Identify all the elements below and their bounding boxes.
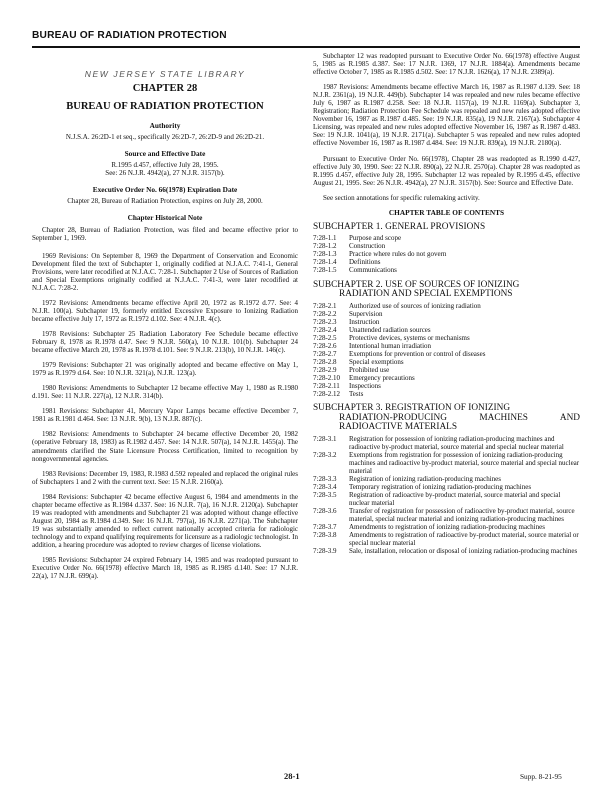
- toc-section-title: Exemptions for prevention or control of diseases: [349, 349, 486, 358]
- toc-entry: [313, 258, 580, 266]
- toc-section-title: Amendments to registration of radioactive by-product material, source material or special nuclear material: [349, 531, 579, 548]
- toc-entry: [313, 350, 580, 358]
- library-stamp: NEW JERSEY STATE LIBRARY: [84, 69, 246, 79]
- toc-section-number: 7:28-2.2: [313, 309, 337, 318]
- toc-section-title: Communications: [349, 266, 397, 275]
- subchapter-heading-line: SUBCHAPTER 1. GENERAL PROVISIONS: [313, 221, 486, 232]
- authority-text: N.J.S.A. 26:2D-1 et seq., specifically 26:2D-7, 26:2D-9 and 26:2D-21.: [65, 133, 265, 142]
- revision-paragraph: 1984 Revisions: Subchapter 42 became effective August 6, 1984 and amendments in the chapter became effective as R.1984 d.337. See: 16 N.J.R. 7(a), 16 N.J.R. 2120(a). Subchapter 19 was readopted with amendments and Subchapter 21 was adopted without change effective August 20, 1984 as R.1984 d.349. See: 16 N.J.R. 797(a), 16 N.J.R. 2271(a). The Subchapter 19 was substantially amended to reflect current nationally accepted criteria for radiologic technology and to expand qualifying requirements for licensure as a radiologic technologist. In addition, a hearing procedure was adopted to review charges of license violations.: [32, 492, 298, 549]
- source-line-2: See: 26 N.J.R. 4942(a), 27 N.J.R. 3157(b).: [105, 169, 225, 178]
- toc-entry: [313, 342, 580, 350]
- toc-section-number: 7:28-1.3: [313, 250, 337, 259]
- revision-paragraph: 1987 Revisions: Amendments became effective March 16, 1987 as R.1987 d.139. See: 18 N.J.R. 2361(a), 19 N.J.R. 449(b). Subchapter 14 was repealed and new rules became effective July 6, 1987 as R.1987 d.258. See: 18 N.J.R. 1157(a), 19 N.J.R. 1169(a). Subchapter 3, Registration; Radiation Protection Fee Schedule was repealed and new rules adopted effective November 16, 1987 as R.1987 d.485. See: 19 N.J.R. 835(a), 19 N.J.R. 2167(a). Subchapter 4 Licensing, was repealed and new rules adopted effective November 16, 1987 as R.1987 d.483. See: 19 N.J.R. 1041(a), 19 N.J.R. 2171(a). Subchapter 5 was repealed and new rules adopted effective November 16, 1987 as R.1987 d.484. See: 19 N.J.R. 839(a), 19 N.J.R. 2180(a).: [313, 83, 580, 148]
- toc-section-title: Tests: [349, 390, 364, 399]
- executive-order-text: Chapter 28, Bureau of Radiation Protection, expires on July 28, 2000.: [67, 197, 263, 206]
- toc-section-title: Temporary registration of ionizing radiation-producing machines: [349, 482, 532, 491]
- toc-section-title: Definitions: [349, 258, 381, 267]
- toc-section-number: 7:28-3.8: [313, 531, 337, 540]
- source-line-1: R.1995 d.457, effective July 28, 1995.: [111, 161, 219, 170]
- chapter-title: BUREAU OF RADIATION PROTECTION: [66, 101, 264, 113]
- toc-entry: [313, 547, 580, 555]
- executive-order-heading: Executive Order No. 66(1978) Expiration Date: [92, 185, 238, 195]
- toc-section-title: Purpose and scope: [349, 234, 402, 243]
- chapter-number: CHAPTER 28: [132, 83, 198, 95]
- historical-note-heading: Chapter Historical Note: [127, 213, 203, 223]
- toc-section-number: 7:28-2.6: [313, 341, 337, 350]
- subchapter-heading-line: SUBCHAPTER 3. REGISTRATION OF IONIZING: [313, 403, 511, 414]
- table-of-contents: [313, 223, 580, 556]
- toc-section-title: Registration for possession of ionizing radiation-producing machines and radioactive by-product material, source material and special nuclear material: [349, 434, 564, 451]
- revision-paragraph: 1979 Revisions: Subchapter 21 was originally adopted and became effective on May 1, 1979 as R.1979 d.64. See: 10 N.J.R. 321(a), N.J.R. 123(a).: [32, 361, 298, 378]
- toc-section-number: 7:28-3.9: [313, 547, 337, 556]
- toc-section-number: 7:28-1.1: [313, 234, 337, 243]
- toc-section-number: 7:28-2.10: [313, 373, 341, 382]
- toc-entry: [313, 435, 580, 451]
- subchapter-heading: [313, 223, 580, 233]
- toc-entry: [313, 390, 580, 398]
- toc-entry: [313, 242, 580, 250]
- revision-paragraph: 1985 Revisions: Subchapter 24 expired February 14, 1985 and was readopted pursuant to Executive Order No. 66(1978) effective March 18, 1985 as R.1985 d.140. See: 17 N.J.R. 22(a), 17 N.J.R. 699(a).: [32, 556, 298, 581]
- subchapter-heading-continuation: RADIATION-PRODUCING MACHINES AND RADIOACTIVE MATERIALS: [339, 412, 580, 433]
- toc-section-title: Supervision: [349, 309, 383, 318]
- toc-section-number: 7:28-3.7: [313, 523, 337, 532]
- toc-section-title: Protective devices, systems or mechanisms: [349, 333, 470, 342]
- toc-entry: [313, 483, 580, 491]
- toc-entry: [313, 326, 580, 334]
- toc-section-title: Exemptions from registration for possession of ionizing radiation-producing machines and radioactive by-product material, source material and special nuclear material: [349, 450, 580, 475]
- toc-section-number: 7:28-2.12: [313, 390, 341, 399]
- subchapter-heading-line: SUBCHAPTER 2. USE OF SOURCES OF IONIZING: [313, 279, 520, 290]
- revision-paragraph: 1982 Revisions: Amendments to Subchapter 24 became effective December 20, 1982 (operative February 18, 1983) as R.1982 d.457. See: 14 N.J.R. 507(a), 14 N.J.R. 1455(a). The amendments clarified the State Licensure Process Certification, limited to recognition by nongovernmental agencies.: [32, 430, 298, 463]
- toc-section-number: 7:28-1.4: [313, 258, 337, 267]
- toc-entry: [313, 310, 580, 318]
- toc-entry: [313, 234, 580, 242]
- toc-section-number: 7:28-3.4: [313, 482, 337, 491]
- left-column: [32, 52, 298, 587]
- toc-entry: [313, 334, 580, 342]
- header-rule: [32, 46, 580, 48]
- toc-section-title: Instruction: [349, 317, 380, 326]
- header-title: BUREAU OF RADIATION PROTECTION: [32, 30, 227, 41]
- subchapter-heading-continuation: RADIATION AND SPECIAL EXEMPTIONS: [339, 289, 513, 300]
- toc-section-number: 7:28-2.7: [313, 349, 337, 358]
- toc-section-number: 7:28-3.3: [313, 474, 337, 483]
- toc-section-number: 7:28-3.1: [313, 434, 337, 443]
- toc-entry: [313, 475, 580, 483]
- toc-section-title: Transfer of registration for possession of radioactive by-product material, source material, special nuclear material and ionizing radiation-producing machines: [349, 507, 575, 524]
- toc-entry: [313, 358, 580, 366]
- toc-section-title: Intentional human irradiation: [349, 341, 432, 350]
- toc-section-title: Unattended radiation sources: [349, 325, 431, 334]
- revision-paragraph: Subchapter 12 was readopted pursuant to Executive Order No. 66(1978) effective August 5, 1985 as R.1985 d.387. See: 17 N.J.R. 1369, 17 N.J.R. 1884(a). Amendments became effective October 7, 1985 as R.1985 d.502. See: 17 N.J.R. 1626(a), 17 N.J.R. 2389(a).: [313, 52, 580, 77]
- revision-paragraph: 1978 Revisions: Subchapter 25 Radiation Laboratory Fee Schedule became effective February 8, 1978 as R.1978 d.47. See: 9 N.J.R. 560(a), 10 N.J.R. 101(b). Subchapter 24 became effective March 20, 1978 as R.1978 d.101. See: 9 N.J.R. 213(b), 10 N.J.R. 146(c).: [32, 329, 298, 355]
- revision-paragraph: 1981 Revisions: Subchapter 41, Mercury Vapor Lamps became effective December 7, 1981 as R.1981 d.464. See: 13 N.J.R. 9(b), 13 N.J.R. 887(c).: [32, 407, 298, 424]
- toc-section-number: 7:28-1.2: [313, 242, 337, 251]
- toc-section-title: Practice where rules do not govern: [349, 250, 447, 259]
- toc-entry: [313, 491, 580, 507]
- subchapter-heading: [313, 281, 580, 300]
- toc-section-title: Authorized use of sources of ionizing radiation: [349, 301, 481, 310]
- subchapter-heading: [313, 404, 580, 433]
- toc-entry: [313, 366, 580, 374]
- toc-section-number: 7:28-3.5: [313, 490, 337, 499]
- toc-entry: [313, 507, 580, 523]
- toc-section-number: 7:28-1.5: [313, 266, 337, 275]
- toc-section-number: 7:28-2.9: [313, 365, 337, 374]
- toc-section-title: Special exemptions: [349, 357, 404, 366]
- toc-section-title: Registration of radioactive by-product material, source material and special nuclear material: [349, 490, 561, 507]
- toc-section-number: 7:28-2.8: [313, 357, 337, 366]
- toc-section-number: 7:28-2.11: [313, 382, 340, 390]
- toc-section-number: 7:28-3.6: [313, 507, 337, 516]
- toc-section-title: Registration of ionizing radiation-producing machines: [349, 474, 502, 483]
- toc-entry: [313, 523, 580, 531]
- right-column: [313, 52, 580, 555]
- revision-paragraph: See section annotations for specific rulemaking activity.: [323, 193, 480, 202]
- revision-paragraph: Pursuant to Executive Order No. 66(1978), Chapter 28 was readopted as R.1990 d.427, effective July 30, 1990. See: 22 N.J.R. 890(a), 22 N.J.R. 2570(a). Chapter 28 was readopted as R.1995 d.457, effective July 28, 1995. Subchapter 12 was repealed by R.1995 d.45, effective August 21, 1995. See: 26 N.J.R. 4942(a), 27 N.J.R. 3157(b). See: Source and Effective Date.: [313, 154, 580, 187]
- toc-entry: [313, 302, 580, 310]
- toc-section-number: 7:28-2.5: [313, 333, 337, 342]
- toc-section-number: 7:28-2.3: [313, 317, 337, 326]
- toc-heading: CHAPTER TABLE OF CONTENTS: [388, 207, 505, 217]
- toc-section-number: 7:28-2.4: [313, 325, 337, 334]
- revision-paragraph: 1983 Revisions: December 19, 1983, R.1983 d.592 repealed and replaced the original rules of Subchapters 1 and 2 with the current text. See: 15 N.J.R. 2160(a).: [32, 469, 298, 486]
- toc-section-title: Inspections: [349, 382, 381, 390]
- toc-entry: [313, 266, 580, 274]
- historical-note-text: Chapter 28, Bureau of Radiation Protection, was filed and became effective prior to September 1, 1969.: [32, 225, 298, 242]
- authority-heading: Authority: [149, 121, 181, 131]
- toc-section-title: Construction: [349, 242, 386, 251]
- toc-entry: [313, 374, 580, 382]
- revision-paragraph: 1972 Revisions: Amendments became effective April 20, 1972 as R.1972 d.77. See: 4 N.J.R. 100(a). Subchapter 19, formerly entitled Excessive Exposure to Ionizing Radiation became effective July 17, 1972 as R.1972 d.102. See: 4 N.J.R. 4(c).: [32, 298, 298, 323]
- toc-section-title: Emergency precautions: [349, 373, 415, 382]
- running-header: [32, 30, 580, 41]
- revision-paragraph: 1980 Revisions: Amendments to Subchapter 12 became effective May 1, 1980 as R.1980 d.191. See: 11 N.J.R. 227(a), 12 N.J.R. 314(b).: [32, 384, 298, 401]
- supplement-date: Supp. 8-21-95: [520, 772, 562, 781]
- toc-section-number: 7:28-3.2: [313, 450, 337, 459]
- toc-section-number: 7:28-2.1: [313, 301, 337, 310]
- toc-section-title: Amendments to registration of ionizing radiation-producing machines: [349, 523, 545, 532]
- toc-entry: [313, 250, 580, 258]
- toc-entry: [313, 382, 580, 390]
- page-number: 28-1: [284, 771, 300, 781]
- toc-entry: [313, 318, 580, 326]
- toc-entry: [313, 451, 580, 475]
- toc-entry: [313, 531, 580, 547]
- source-heading: Source and Effective Date: [124, 149, 206, 159]
- toc-section-title: Sale, installation, relocation or disposal of ionizing radiation-producing machines: [349, 547, 578, 556]
- revision-paragraph: 1969 Revisions: On September 8, 1969 the Department of Conservation and Economic Development filed the text of Subchapter 1, originally codified at N.J.A.C. 7:41-1, General Provisions, were later recodified at N.J.A.C. 7:28-1. Subchapter 2 Use of Sources of Radiation and Special Exemptions originally codified at N.J.A.C. 7:41-3, were later recodified at N.J.A.C. 7:28-2.: [32, 251, 298, 292]
- toc-section-title: Prohibited use: [349, 365, 390, 374]
